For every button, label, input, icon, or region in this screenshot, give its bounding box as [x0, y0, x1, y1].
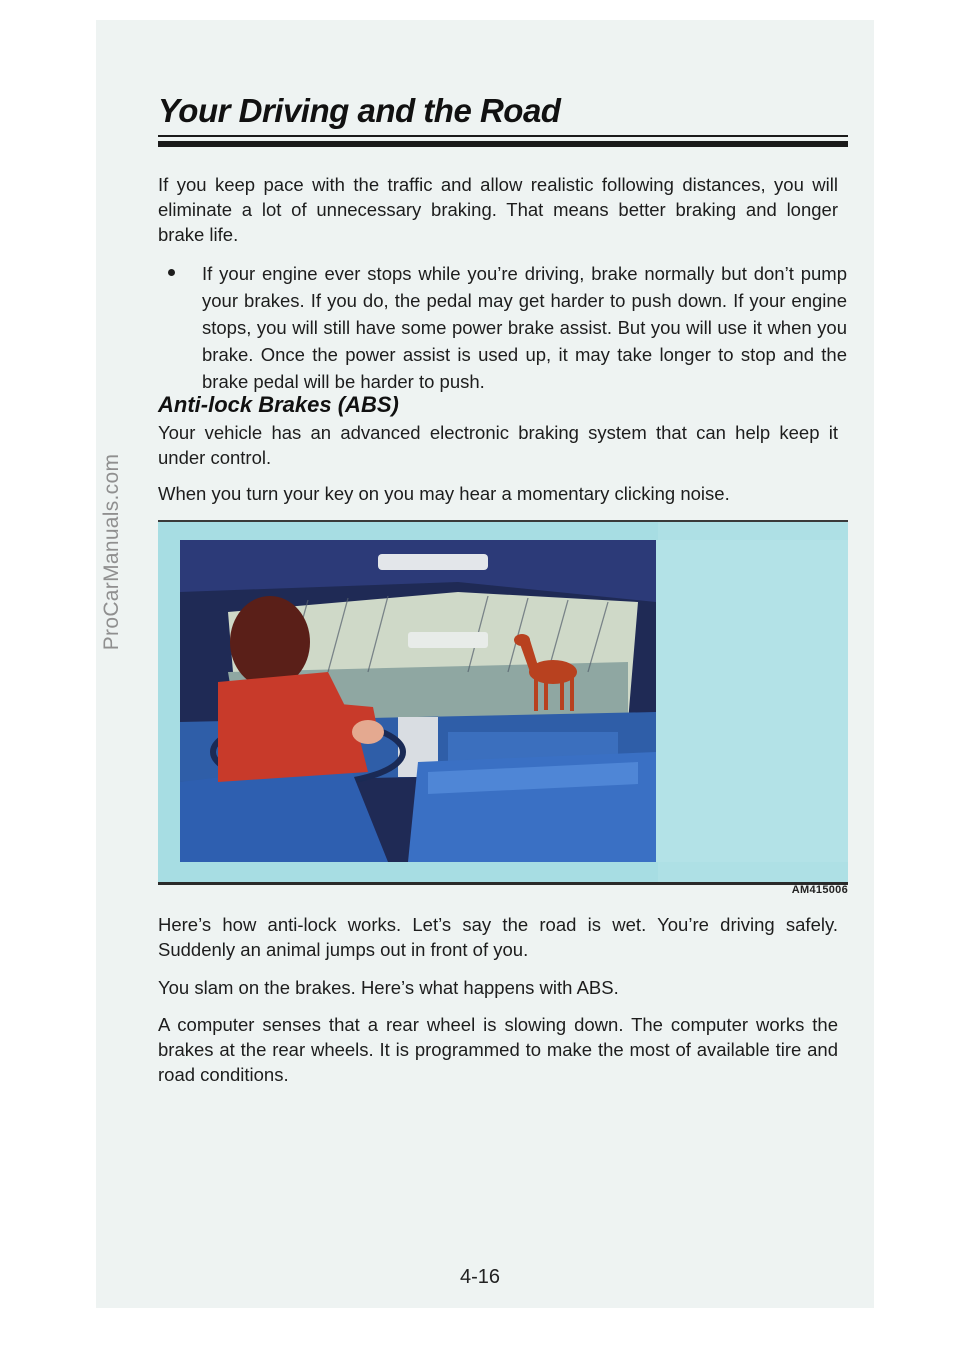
- title-rule-thin: [158, 135, 848, 137]
- driver-deer-scene-icon: [158, 522, 848, 882]
- abs-paragraph-5: A computer senses that a rear wheel is slowing down. The computer works the brakes at the rear wheels. It is programmed to make the most of available tire and road conditions.: [158, 1014, 838, 1085]
- bullet-text: If your engine ever stops while you’re driving, brake normally but don’t pump your brakes. If you do, the pedal may get harder to push down. If your engine stops, you will still have some power brake assist. But you will use it when you brake. Once the power assist is used up, it may take longer to stop and the brake pedal will be harder to push.: [202, 263, 847, 392]
- abs-paragraph-2: When you turn your key on you may hear a momentary clicking noise.: [158, 483, 730, 504]
- intro-paragraph: If you keep pace with the traffic and allow realistic following distances, you will eliminate a lot of unnecessary braking. That means better braking and longer brake life.: [158, 174, 838, 245]
- bullet-dot-icon: [168, 269, 175, 276]
- abs-illustration: [158, 520, 848, 885]
- title-rule-thick: [158, 141, 848, 147]
- page-title: Your Driving and the Road: [158, 92, 561, 129]
- page-number: 4-16: [459, 1266, 501, 1288]
- abs-paragraph-3: Here’s how anti-lock works. Let’s say the road is wet. You’re driving safely. Suddenly an animal jumps out in front of you.: [158, 914, 838, 960]
- section-heading-abs: Anti-lock Brakes (ABS): [158, 392, 399, 417]
- watermark-text: ProCarManuals.com: [100, 453, 123, 651]
- figure-code: AM415006: [791, 884, 848, 896]
- abs-paragraph-1: Your vehicle has an advanced electronic braking system that can help keep it under control.: [158, 422, 838, 468]
- abs-paragraph-4: You slam on the brakes. Here’s what happens with ABS.: [158, 977, 619, 998]
